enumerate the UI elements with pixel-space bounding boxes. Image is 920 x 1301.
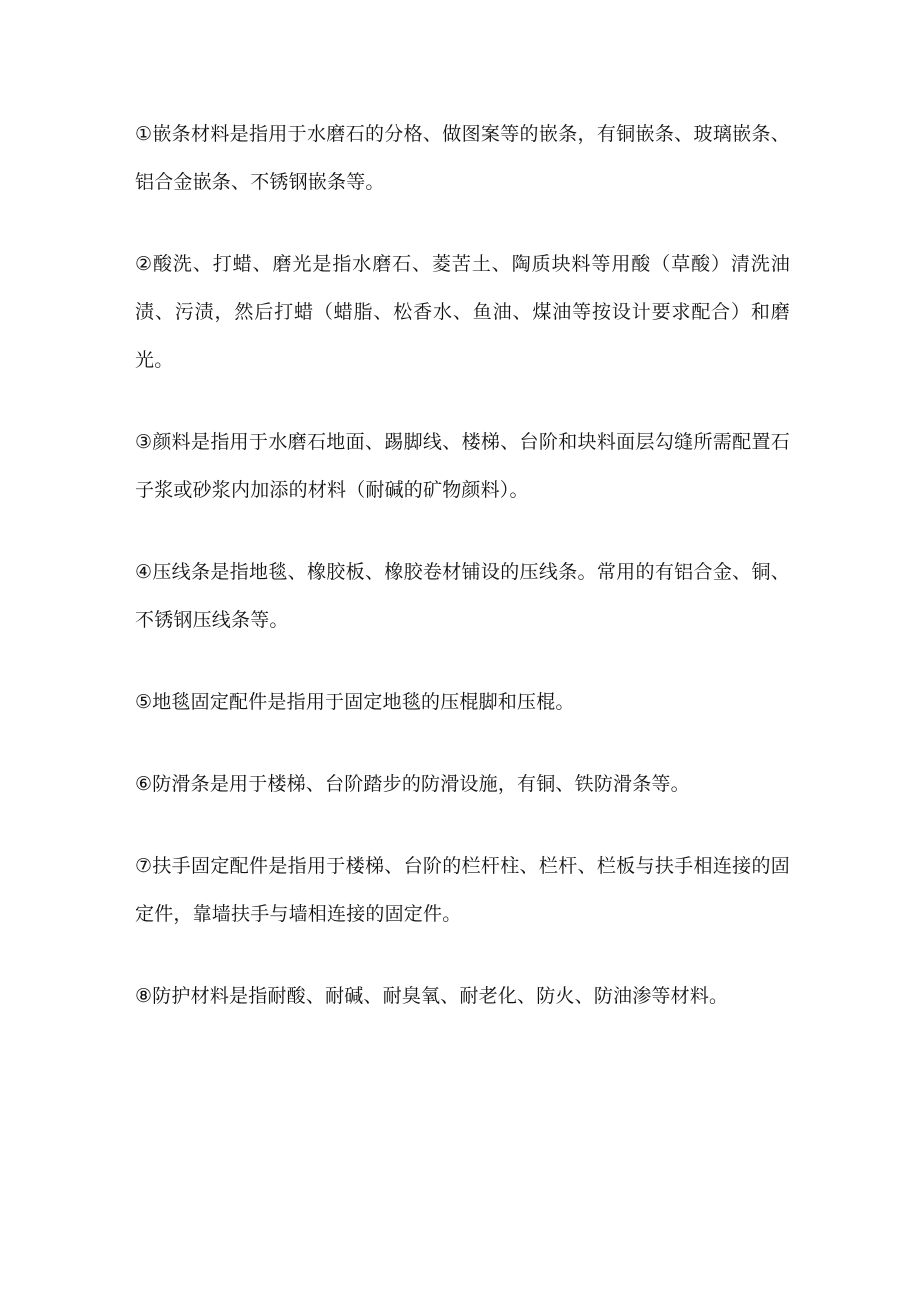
paragraph-handrail-fixing-parts: ⑦扶手固定配件是指用于楼梯、台阶的栏杆柱、栏杆、栏板与扶手相连接的固定件，靠墙扶手与墙相连接的固定件。 bbox=[135, 855, 790, 925]
paragraph-protective-material: ⑧防护材料是指耐酸、耐碱、耐臭氧、耐老化、防火、防油渗等材料。 bbox=[135, 985, 729, 1007]
paragraph-pickling-waxing-polishing: ②酸洗、打蜡、磨光是指水磨石、菱苦土、陶质块料等用酸（草酸）清洗油渍、污渍，然后打蜡（蜡脂、松香水、鱼油、煤油等按设计要求配合）和磨光。 bbox=[135, 253, 790, 371]
paragraph-edge-trim-strip: ④压线条是指地毯、橡胶板、橡胶卷材铺设的压线条。常用的有铝合金、铜、不锈钢压线条等。 bbox=[135, 561, 790, 631]
paragraph-anti-slip-strip: ⑥防滑条是用于楼梯、台阶踏步的防滑设施，有铜、铁防滑条等。 bbox=[135, 773, 690, 795]
document-body bbox=[135, 110, 790, 1054]
paragraph-inlay-strip-material: ①嵌条材料是指用于水磨石的分格、做图案等的嵌条，有铜嵌条、玻璃嵌条、铝合金嵌条、不锈钢嵌条等。 bbox=[135, 123, 790, 193]
paragraph-pigment: ③颜料是指用于水磨石地面、踢脚线、楼梯、台阶和块料面层勾缝所需配置石子浆或砂浆内加添的材料（耐碱的矿物颜料）。 bbox=[135, 431, 790, 501]
paragraph-carpet-fixing-parts: ⑤地毯固定配件是指用于固定地毯的压棍脚和压棍。 bbox=[135, 691, 575, 713]
